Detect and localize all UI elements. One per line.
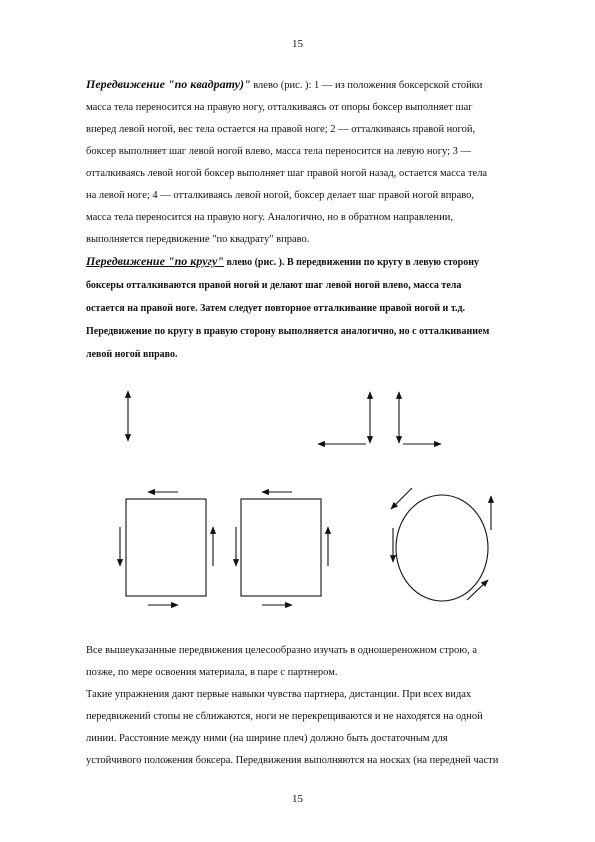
square-diagram-left	[120, 492, 213, 605]
paragraph-line: линии. Расстояние между ними (на ширине плеч) должно быть достаточным для	[86, 733, 448, 744]
paragraph-line: отталкиваясь левой ногой боксер выполняет шаг правой ногой назад, остается масса тела	[86, 168, 488, 179]
paragraph-line: левой ногой вправо.	[86, 349, 178, 360]
paragraph-line: Передвижение "по квадрату)" влево (рис. ): 1 — из положения боксерской стойки	[86, 77, 483, 91]
paragraph-line: Передвижение по кругу в правую сторону выполняется аналогично, но с отталкиванием	[86, 326, 490, 337]
paragraph-line: остается на правой ноге. Затем следует повторное отталкивание правой ногой и т.д.	[86, 303, 466, 314]
paragraph-line: масса тела переносится на правую ногу, отталкиваясь от опоры боксер выполняет шаг	[86, 102, 473, 113]
paragraph-line: на левой ноге; 4 — отталкиваясь левой ногой, боксер делает шаг правой ногой вправо,	[86, 190, 475, 201]
paragraph-exercise-notes	[86, 640, 556, 772]
paragraph-line: боксер выполняет шаг левой ногой влево, масса тела переносится на левую ногу; 3 —	[86, 146, 472, 157]
paragraph-line: позже, по мере освоения материала, в паре с партнером.	[86, 667, 338, 678]
paragraph-line: устойчивого положения боксера. Передвижения выполняются на носках (на передней части	[86, 755, 499, 766]
paragraph-lead: Передвижение "по кругу"	[86, 254, 224, 268]
paragraph-line: Все вышеуказанные передвижения целесообразно изучать в одношереножном строю, а	[86, 645, 478, 656]
paragraph-line: Такие упражнения дают первые навыки чувства партнера, дистанции. При всех видах	[86, 689, 472, 700]
paragraph-line: масса тела переносится на правую ногу. Аналогично, но в обратном направлении,	[86, 212, 454, 223]
square-diagram-right	[236, 492, 328, 605]
circle-diagram	[391, 488, 491, 601]
paragraph-line: боксеры отталкиваются правой ногой и делают шаг левой ногой влево, масса тела	[86, 280, 462, 291]
page-number-bottom: 15	[292, 793, 303, 805]
paragraph-line: передвижений стопы не сближаются, ноги не перекрещиваются и не находятся на одной	[86, 711, 483, 722]
paragraph-line: выполняется передвижение "по квадрату" вправо.	[86, 234, 310, 245]
page-number-top: 15	[292, 38, 303, 50]
paragraph-line: Передвижение "по кругу" влево (рис. ). В передвижении по кругу в левую сторону	[86, 254, 479, 268]
paragraph-line: вперед левой ногой, вес тела остается на правой ноге; 2 — отталкиваясь правой ногой,	[86, 124, 476, 135]
direction-cross-icon	[318, 392, 441, 444]
paragraph-lead: Передвижение "по квадрату)"	[86, 77, 251, 91]
